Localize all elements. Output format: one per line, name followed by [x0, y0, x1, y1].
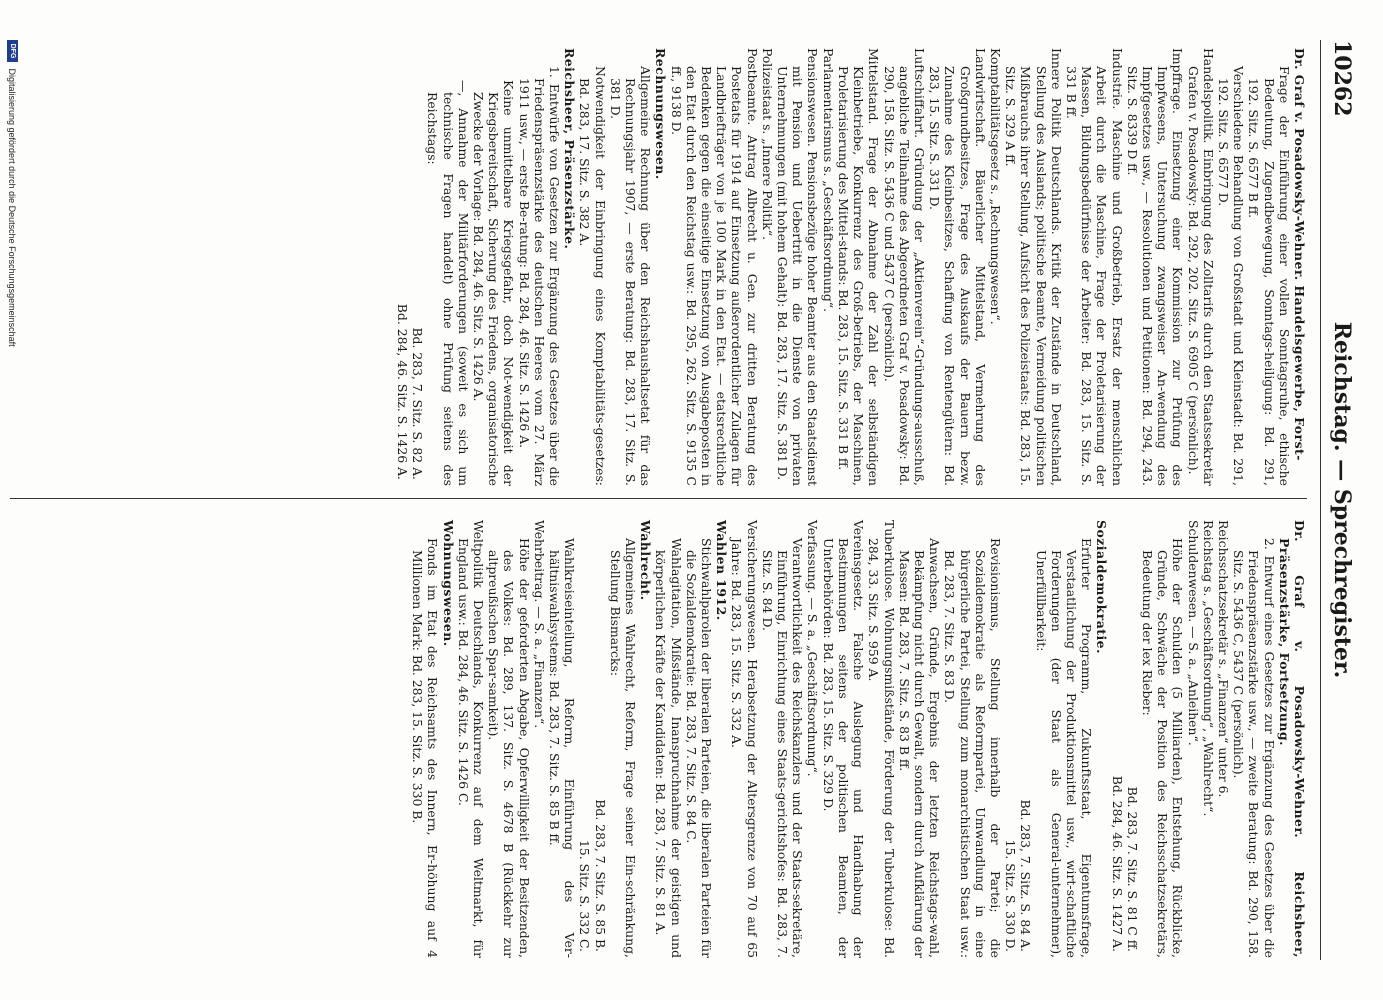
register-entry: Keine unmittelbare Kriegsgefahr, doch Not-wendigkeit der Kriegsbereitschaft, Sicherung des Friedens, organisatorische Zwecke der Vorlage: Bd. 284, 46. Sitz. S. 1426 A. [471, 80, 517, 486]
register-entry: 1. Entwürfe von Gesetzen zur Ergänzung des Gesetzes über die Friedenspräsenzstärke des deutschen Heeres vom 27. März 1911 usw., — erste Be-ratung: Bd. 284, 46. Sitz. S. 1426 A. [516, 66, 563, 486]
register-entry [714, 520, 729, 958]
register-entry: Erfurter Programm, Zukunftsstaat, Eigentumsfrage, Verstaatlichung der Produktionsmittel usw., wirt-schaftliche Forderungen (der Staat als General-unternehmer), Unerfüllbarkeit: [1033, 538, 1095, 958]
register-entry: Schuldenwesen. — S. a. „Anleihen“. [1185, 520, 1201, 746]
register-entry: Landwirtschaft. Bäuerlicher Mittelstand, Vermehrung des Großgrundbesitzes, Frage des Auskaufs der Bauern bezw. Zunahme des Kleinbesitzes, Schaffung von Rentengütern: Bd. 283, 15. Sitz. S. 331 D. [927, 48, 988, 486]
register-entry: Reichstag s. „Geschäftsordnung“, „Wahlrecht“. [1200, 520, 1216, 817]
register-entry: 15. Sitz. S. 332 C. [577, 840, 593, 952]
register-entry: Industrie. Maschine und Großbetrieb, Ersatz der menschlichen Arbeit durch die Maschine, Frage der Proletarisierung der Massen, Bildungsbedürfnisse der Arbeiter: Bd. 283, 15. Sitz. S. 331 B ff. [1063, 48, 1125, 486]
register-entry: Bd. 284, 46. Sitz. S. 1427 A. [1109, 775, 1125, 952]
register-entry: —, Annahme der Militärforderungen (soweit es sich um technische Fragen handelt) ohne Prüfung seitens des Reichstags: [425, 80, 471, 486]
register-entry: Impffrage. Einsetzung einer Kommission zur Prüfung des Impfwesens, Untersuchung zwangsweiser An-wendung des Impfgesetzes usw., — Resolutionen und Petitionen: Bd. 294, 243. Sitz. S. 8339 D ff. [1124, 48, 1186, 486]
page-title: Reichstag. — Sprechregister. [1329, 321, 1355, 679]
register-entry: Parlamentarismus s. „Geschäftsordnung“. [820, 48, 836, 313]
register-entry: Weltpolitik Deutschlands, Konkurrenz auf dem Weltmarkt, für England usw.: Bd. 284, 46. Sitz. S. 1426 C. [455, 520, 487, 958]
register-entry: Handelspolitik. Einbringung des Zolltarifs durch den Staatssekretär Grafen v. Posadowsky: Bd. 292, 202. Sitz. S. 6905 C (persönlich). [1185, 48, 1216, 486]
register-entry: Polizeistaat s. „Innere Politik“. [759, 48, 775, 241]
register-entry: Allgemeine Rechnung über den Reichshaushaltsetat für das Rechnungsjahr 1907, — erste Beratung: Bd. 283, 17. Sitz. S. 381 D. [607, 66, 654, 486]
register-entry: Verschiedene Behandlung von Großstadt und Kleinstadt: Bd. 291, 192. Sitz. S. 6577 D. [1215, 66, 1247, 486]
entry-heading: Dr. Graf v. Posadowsky-Wehner. Reichsheer, Präsenzstärke, Fortsetzung. [1276, 520, 1307, 958]
register-entry [638, 520, 653, 958]
register-entry: Frage der Einführung einer vollen Sonntagsruhe, ethische Bedeutung, Zugendbewegung, Sonntags-heiligung: Bd. 291, 192. Sitz. S. 6577 B ff. [1246, 66, 1292, 486]
register-entry: 15. Sitz. S. 330 D. [1003, 839, 1019, 952]
left-column [395, 48, 1307, 486]
register-entry: Anwachsen, Gründe, Ergebnis der letzten Reichstags-wahl, Bekämpfung nicht durch Gewalt, sondern durch Aufklärung der Massen: Bd. 283, 7. Sitz. S. 83 B ff. [896, 538, 943, 958]
register-entry: Versicherungswesen. Herabsetzung der Altersgrenze von 70 auf 65 Jahre: Bd. 283, 15. Sitz. S. 332 A. [729, 520, 760, 958]
register-entry: Verantwortlichkeit des Reichskanzlers und der Staats-sekretäre, Einführung, Einrichtung eines Staats-gerichtshofes: Bd. 283, 7. Sitz. S. 84 D. [759, 538, 806, 958]
register-entry: Revisionismus, Stellung innerhalb der Partei; die Sozialdemokratie als Reformpartei, Umwandlung in eine bürgerliche Partei, Stellung zum monarchistischen Staat usw.: Bd. 283, 7. Sitz. S. 83 D. [942, 538, 1003, 958]
register-entry: Bd. 283, 7. Sitz. S. 82 A. [410, 327, 426, 480]
register-entry [1292, 48, 1307, 486]
register-entry: Wehrbeitrag. — S. a. „Finanzen“. [531, 520, 547, 729]
register-entry [653, 48, 668, 486]
register-entry: Höhe der geforderten Abgabe, Opferwilligkeit der Besitzenden, des Volkes: Bd. 289, 137. Sitz. S. 4678 B (Rückkehr zur altpreußischen Spar-samkeit). [486, 538, 532, 958]
register-entry: Luftschiffahrt. Gründung der „Aktienverein“-Gründungs-ausschuß, angebliche Teilnahme des Abgeordneten Graf v. Posadowsky: Bd. 290, 158. Sitz. S. 5436 C und 5437 C (persönlich). [881, 48, 927, 486]
column-divider [10, 498, 1307, 499]
entry-heading: Wahlen 1912. [714, 520, 730, 621]
register-entry: Wahlagitation, Mißstände, Inanspruchnahme der geistigen und körperlichen Kräfte der Kandidaten: Bd. 283, 7. Sitz. S. 81 A. [653, 538, 684, 958]
register-entry: Tuberkulose. Wohnungsmißstände, Förderung der Tuberkulose: Bd. 284, 33. Sitz. S. 959 A. [866, 520, 897, 958]
entry-heading: Wohnungswesen. [440, 520, 456, 647]
register-entry [562, 48, 577, 486]
right-column [410, 520, 1307, 958]
entry-heading: Reichsheer, Präsenzstärke. [562, 48, 578, 250]
entry-heading: Dr. Graf v. Posadowsky-Wehner. Handelsgewerbe, Forst- [1292, 48, 1307, 461]
register-entry [440, 520, 455, 958]
dfg-logo: DFG [7, 40, 18, 62]
register-entry: Pensionswesen. Pensionsbezüge hoher Beamter aus den Staatsdienst mit Pension und Uebertritt in die Dienste von privaten Unternehmungen (mit hohem Gehalt): Bd. 283, 17. Sitz. S. 381 D. [775, 48, 821, 486]
register-entry: Innere Politik Deutschlands. Kritik der Zustände in Deutschland, Stellung des Auslands; politische Beamte, Vermeidung politischen Mißbrauchs ihrer Stellung, Aufsicht des Polizeistaats: Bd. 283, 15. Sitz. S. 329 A ff. [1003, 48, 1064, 486]
entry-heading: Wahlrecht. [638, 520, 654, 601]
register-entry: 2. Entwurf eines Gesetzes zur Ergänzung des Gesetzes über die Friedenspräsenzstärke usw., — zweite Beratung: Bd. 290, 158. Sitz. S. 5436 C, 5437 C (persönlich). [1231, 538, 1277, 958]
register-entry [1094, 520, 1109, 958]
register-entry: Höhe der Schulden (5 Milliarden), Entstehung, Rückblicke, Gründe, Schwäche der Position des Reichsschatzsekretärs, Bedeutung der lex Rieber: [1139, 538, 1186, 958]
register-entry: Reichsschatzsekretär s. „Finanzen“ unter 6. [1215, 520, 1231, 798]
entry-heading: Rechnungswesen. [653, 48, 669, 180]
register-entry: Bd. 283, 7. Sitz. S. 81 C ff. [1124, 786, 1140, 952]
header-rule [1320, 40, 1321, 960]
register-entry: Postbeamte. Antrag Albrecht u. Gen. zur dritten Beratung des Postetats für 1914 auf Einsetzung außerordentlicher Zulagen für Landbriefträger von je 100 Mark in den Etat. — etatsrechtliche Bedenken gegen die einseitige Einsetzung von Ausgabeposten in den Etat durch den Reichstag usw.: Bd. 295, 262. Sitz. S. 9135 C ff., 9138 D. [668, 48, 760, 486]
register-entry: Vereinsgesetz. Falsche Auslegung und Handhabung der Bestimmungen seitens der politischen Beamten, der Unterbehörden: Bd. 283, 15. Sitz. S. 329 D. [820, 520, 867, 958]
page-footer [4, 40, 18, 960]
register-entry: Bd. 283, 7. Sitz. S. 85 B. [592, 799, 608, 952]
register-entry: Komptabilitätsgesetz s. „Rechnungswesen“. [987, 48, 1003, 325]
register-entry: Allgemeines Wahlrecht, Reform, Frage seiner Ein-schränkung, Stellung Bismarcks: [607, 538, 639, 958]
register-entry: Verfassung. — S. a. „Geschäftsordnung“. [805, 520, 821, 777]
register-entry: Notwendigkeit der Einbringung eines Komptabilitäts-gesetzes: Bd. 283, 17. Sitz. S. 382 A. [577, 66, 608, 486]
register-entry: Bd. 284, 46. Sitz. S. 1426 A. [395, 303, 411, 480]
digitization-credit: Digitalisierung gefördert durch die Deutsche Forschungsgemeinschaft [7, 68, 18, 347]
register-entry [1277, 520, 1307, 958]
page-header [1325, 40, 1355, 960]
register-entry: Fonds im Etat des Reichsamts des Innern, Er-höhung auf 4 Millionen Mark: Bd. 283, 15. Sitz. S. 330 B. [410, 538, 441, 958]
entry-heading: Sozialdemokratie. [1094, 520, 1110, 654]
page-number: 10262 [1329, 40, 1355, 117]
register-entry: Mittelstand. Frage der Abnahme der Zahl der selbständigen Kleinbetriebe, Konkurrenz des Groß-betriebs, der Maschinen, Proletarisierung des Mittel-stands: Bd. 283, 15. Sitz. S. 331 B ff. [835, 48, 882, 486]
register-entry: Stichwahlparolen der liberalen Parteien, die liberalen Parteien für die Sozialdemokratie: Bd. 283, 7. Sitz. S. 84 C. [683, 538, 715, 958]
register-entry: Bd. 283, 7. Sitz. S. 84 A. [1018, 799, 1034, 952]
register-entry: Wahlkreiseinteilung, Reform, Einführung des Ver-hältniswahlsystems: Bd. 283, 7. Sitz. S. 85 B ff. [547, 538, 578, 958]
